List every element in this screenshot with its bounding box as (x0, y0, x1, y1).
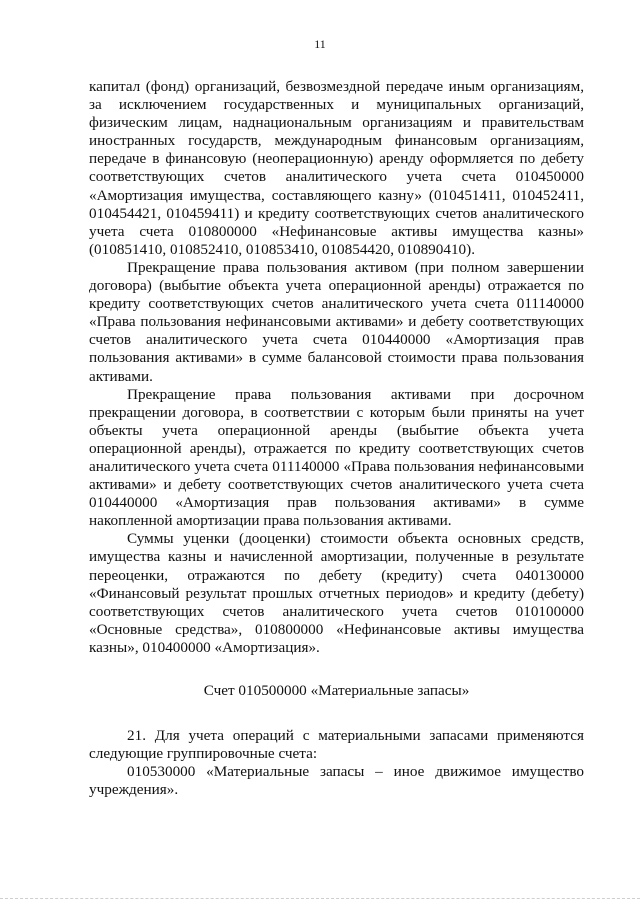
paragraph-continuation: капитал (фонд) организаций, безвозмездной передаче иным организациям, за исключением государственных и муниципальных организаций, физическим лицам, наднациональным организациям и правительствам иностранных государств, международным финансовым организациям, передаче в финансовую (неоперационную) аренду оформляется по дебету соответствующих счетов аналитического учета счета 010450000 «Амортизация имущества, составляющего казну» (010451411, 010452411, 010454421, 010459411) и кредиту соответствующих счетов аналитического учета счета 010800000 «Нефинансовые активы имущества казны» (010851410, 010852410, 010853410, 010854420, 010890410). (89, 78, 584, 258)
page-number: 11 (314, 37, 326, 51)
paragraph-right-of-use-termination: Прекращение права пользования активом (при полном завершении договора) (выбытие объекта учета операционной аренды) отражается по кредиту соответствующих счетов аналитического учета счета 011140000 «Права пользования нефинансовыми активами» и дебету соответствующих счетов аналитического учета счета 010440000 «Амортизация прав пользования активами» в сумме балансовой стоимости права пользования активами. (89, 258, 584, 385)
paragraph-revaluation: Суммы уценки (дооценки) стоимости объекта основных средств, имущества казны и начисленной амортизации, полученные в результате переоценки, отражаются по дебету (кредиту) счета 040130000 «Финансовый результат прошлых отчетных периодов» и кредиту (дебету) соответствующих счетов аналитического учета счетов 010100000 «Основные средства», 010800000 «Нефинансовые активы имущества казны», 010400000 «Амортизация». (89, 530, 584, 656)
document-body (89, 78, 584, 799)
paragraph-account-010530000: 010530000 «Материальные запасы – иное движимое имущество учреждения». (89, 763, 584, 799)
paragraph-item-21: 21. Для учета операций с материальными запасами применяются следующие группировочные счета: (89, 727, 584, 763)
paragraph-early-termination: Прекращение права пользования активами при досрочном прекращении договора, в соответствии с которым были приняты на учет объекты учета операционной аренды (выбытие объекта учета операционной аренды), отражается по кредиту соответствующих счетов аналитического учета счета 011140000 «Права пользования нефинансовыми активами» и дебету соответствующих счетов аналитического учета счета 010440000 «Амортизация прав пользования активами» в сумме накопленной амортизации права пользования активами. (89, 385, 584, 530)
section-heading: Счет 010500000 «Материальные запасы» (203, 682, 470, 699)
